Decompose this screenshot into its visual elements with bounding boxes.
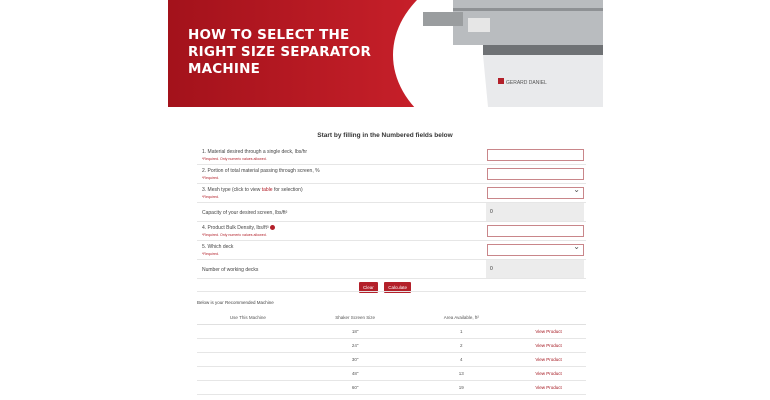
decks-row: Number of working decks 0	[197, 260, 586, 279]
field-row-material: 1. Material desired through a single deck, lbs/hr *Required. Only numeric values allowed.	[197, 146, 586, 165]
table-row: 24" 2 View Product	[197, 338, 586, 352]
divider	[197, 291, 586, 292]
view-product-link[interactable]: View Product	[535, 370, 562, 376]
portion-input[interactable]	[487, 168, 584, 180]
mesh-table-link[interactable]: table	[261, 187, 273, 193]
field-row-density: 4. Product Bulk Density, lbs/ft³ *Required. Only numeric values allowed.	[197, 222, 586, 241]
capacity-output: 0	[486, 203, 584, 221]
results-intro: Below is your Recommended Machine	[197, 300, 274, 305]
table-row: 18" 1 View Product	[197, 324, 586, 338]
field-row-deck: 5. Which deck *Required. ⌄	[197, 241, 586, 260]
hero-banner	[168, 0, 603, 107]
field-row-mesh: 3. Mesh type (click to view table for selection) *Required. ⌄	[197, 184, 586, 203]
view-product-link[interactable]: View Product	[535, 384, 562, 390]
material-input[interactable]	[487, 149, 584, 161]
view-product-link[interactable]: View Product	[535, 328, 562, 334]
bulk-density-input[interactable]	[487, 225, 584, 237]
results-table: Use This Machine Shaker Screen Size Area Available, ft² 18" 1 View Product 24" 2 View Product 30" 4 View Product 48" 13 View Product 60" 19 View Product	[197, 312, 586, 395]
clear-button[interactable]: Clear	[359, 282, 378, 293]
separator-form	[197, 146, 586, 279]
capacity-row: Capacity of your desired screen, lbs/ft² 0	[197, 203, 586, 222]
info-icon[interactable]	[270, 225, 275, 230]
decks-output: 0	[486, 260, 584, 278]
form-instructions: Start by filling in the Numbered fields below	[317, 132, 453, 139]
view-product-link[interactable]: View Product	[535, 356, 562, 362]
logo-text: GERARD DANIEL	[506, 80, 547, 86]
table-row: 60" 19 View Product	[197, 380, 586, 394]
banner-title: HOW TO SELECT THE RIGHT SIZE SEPARATOR MACHINE	[188, 27, 372, 77]
mesh-type-select[interactable]	[487, 187, 584, 199]
deck-select[interactable]	[487, 244, 584, 256]
view-product-link[interactable]: View Product	[535, 342, 562, 348]
calculate-button[interactable]: Calculate	[384, 282, 411, 293]
field-row-portion: 2. Portion of total material passing through screen, % *Required.	[197, 165, 586, 184]
table-row: 48" 13 View Product	[197, 366, 586, 380]
table-row: 30" 4 View Product	[197, 352, 586, 366]
separator-machine-image	[413, 0, 603, 107]
